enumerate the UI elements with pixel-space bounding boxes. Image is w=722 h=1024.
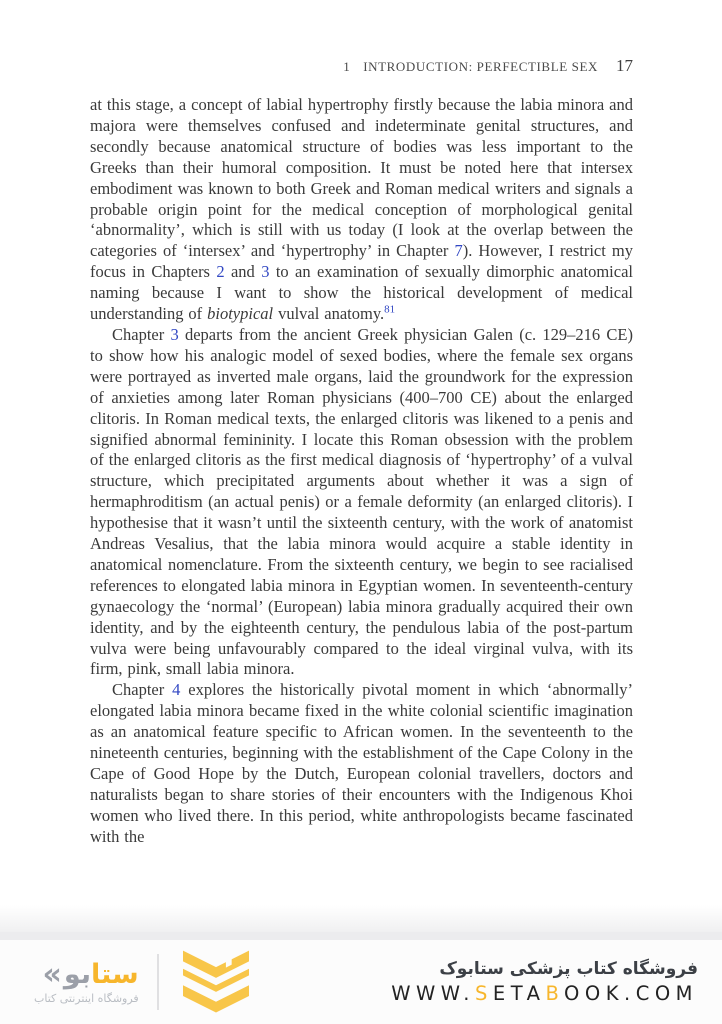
website-url: WWW.SETABOOK.COM (391, 982, 698, 1005)
running-header-title: INTRODUCTION: PERFECTIBLE SEX (363, 59, 598, 74)
footnote-ref-link[interactable]: 81 (384, 303, 396, 316)
setabook-wordmark (42, 956, 139, 992)
logo-tagline: فروشگاه اینترنتی کتاب (34, 991, 139, 1005)
chapter-ref-link[interactable]: 3 (170, 324, 179, 344)
chapter-ref-link[interactable]: 4 (172, 680, 181, 700)
kaf-chevron-icon: « (42, 956, 62, 992)
store-name: فروشگاه کتاب پزشکی ستابوک (439, 959, 698, 979)
chapter-number: 1 (343, 59, 351, 74)
chapter-ref-link[interactable]: 3 (261, 262, 270, 282)
wordmark-text: ستا بو (63, 958, 139, 990)
setabook-emblem-icon (175, 949, 257, 1015)
page-number: 17 (616, 56, 633, 75)
logo-divider (157, 954, 159, 1010)
paragraph: Chapter 4 explores the historically pivotal moment in which ‘abnormally’ elongated labia minora became fixed in the white colonial scientific imagination as an anatomical feature specific to African women. In the seventeenth to the nineteenth centuries, beginning with the establishment of the Cape Colony in the Cape of Good Hope by the Dutch, European colonial travellers, doctors and naturalists began to share stories of their encounters with the Indigenous Khoi women who lived there. In this period, white anthropologists became fascinated with the (90, 680, 633, 846)
paragraph: Chapter 3 departs from the ancient Greek physician Galen (c. 129–216 CE) to show how his analogic model of sexed bodies, where the female sex organs were portrayed as inverted male organs, laid the groundwork for the expression of anxieties among later Roman physicians (400–700 CE) about the enlarged clitoris. In Roman medical texts, the enlarged clitoris was likened to a penis and signified abnormal femininity. I locate this Roman obsession with the problem of the enlarged clitoris as the first medical diagnosis of ‘hypertrophy’ of a vulval structure, which precipitated arguments about whether it was a sign of hermaphroditism (an actual penis) or a female deformity (an enlarged clitoris). I hypothesise that it wasn’t until the sixteenth century, with the work of anatomist Andreas Vesalius, that the labia minora would acquire a stable identity in anatomical nomenclature. From the sixteenth century, we begin to see racialised references to elongated labia minora in Egyptian women. In seventeenth-century gynaecology the ‘normal’ (European) labia minora gradually acquired their own identity, and by the eighteenth century, the pendulous labia of the post-partum vulva were being unfavourably compared to the ideal virginal vulva, with its firm, pink, small labia minora. (90, 324, 633, 679)
footer-store-info (391, 959, 698, 1005)
setabook-logo (34, 949, 257, 1015)
setabook-wordmark-block (34, 956, 139, 1005)
paragraph: at this stage, a concept of labial hypertrophy firstly because the labia minora and majora were themselves confused and indeterminate genital structures, and secondly because anatomical structure of bodies was less important to the Greeks than their humoral composition. It must be noted here that intersex embodiment was known to both Greek and Roman medical writers and signals a probable origin point for the medical conception of morphological genital ‘abnormality’, which is still with us today (I look at the overlap between the categories of ‘intersex’ and ‘hypertrophy’ in Chapter 7). However, I restrict my focus in Chapters 2 and 3 to an examination of sexually dimorphic anatomical naming because I want to show the historical development of medical understanding of biotypical vulval anatomy.$^{81}$ (90, 95, 633, 324)
footer-content (0, 940, 722, 1024)
page-edge-shading (0, 905, 722, 932)
chapter-ref-link[interactable]: 7 (454, 241, 463, 261)
body-text (90, 95, 633, 848)
running-header (343, 56, 633, 76)
footer-divider-band (0, 932, 722, 940)
chapter-ref-link[interactable]: 2 (216, 262, 225, 282)
footer-banner (0, 932, 722, 1024)
